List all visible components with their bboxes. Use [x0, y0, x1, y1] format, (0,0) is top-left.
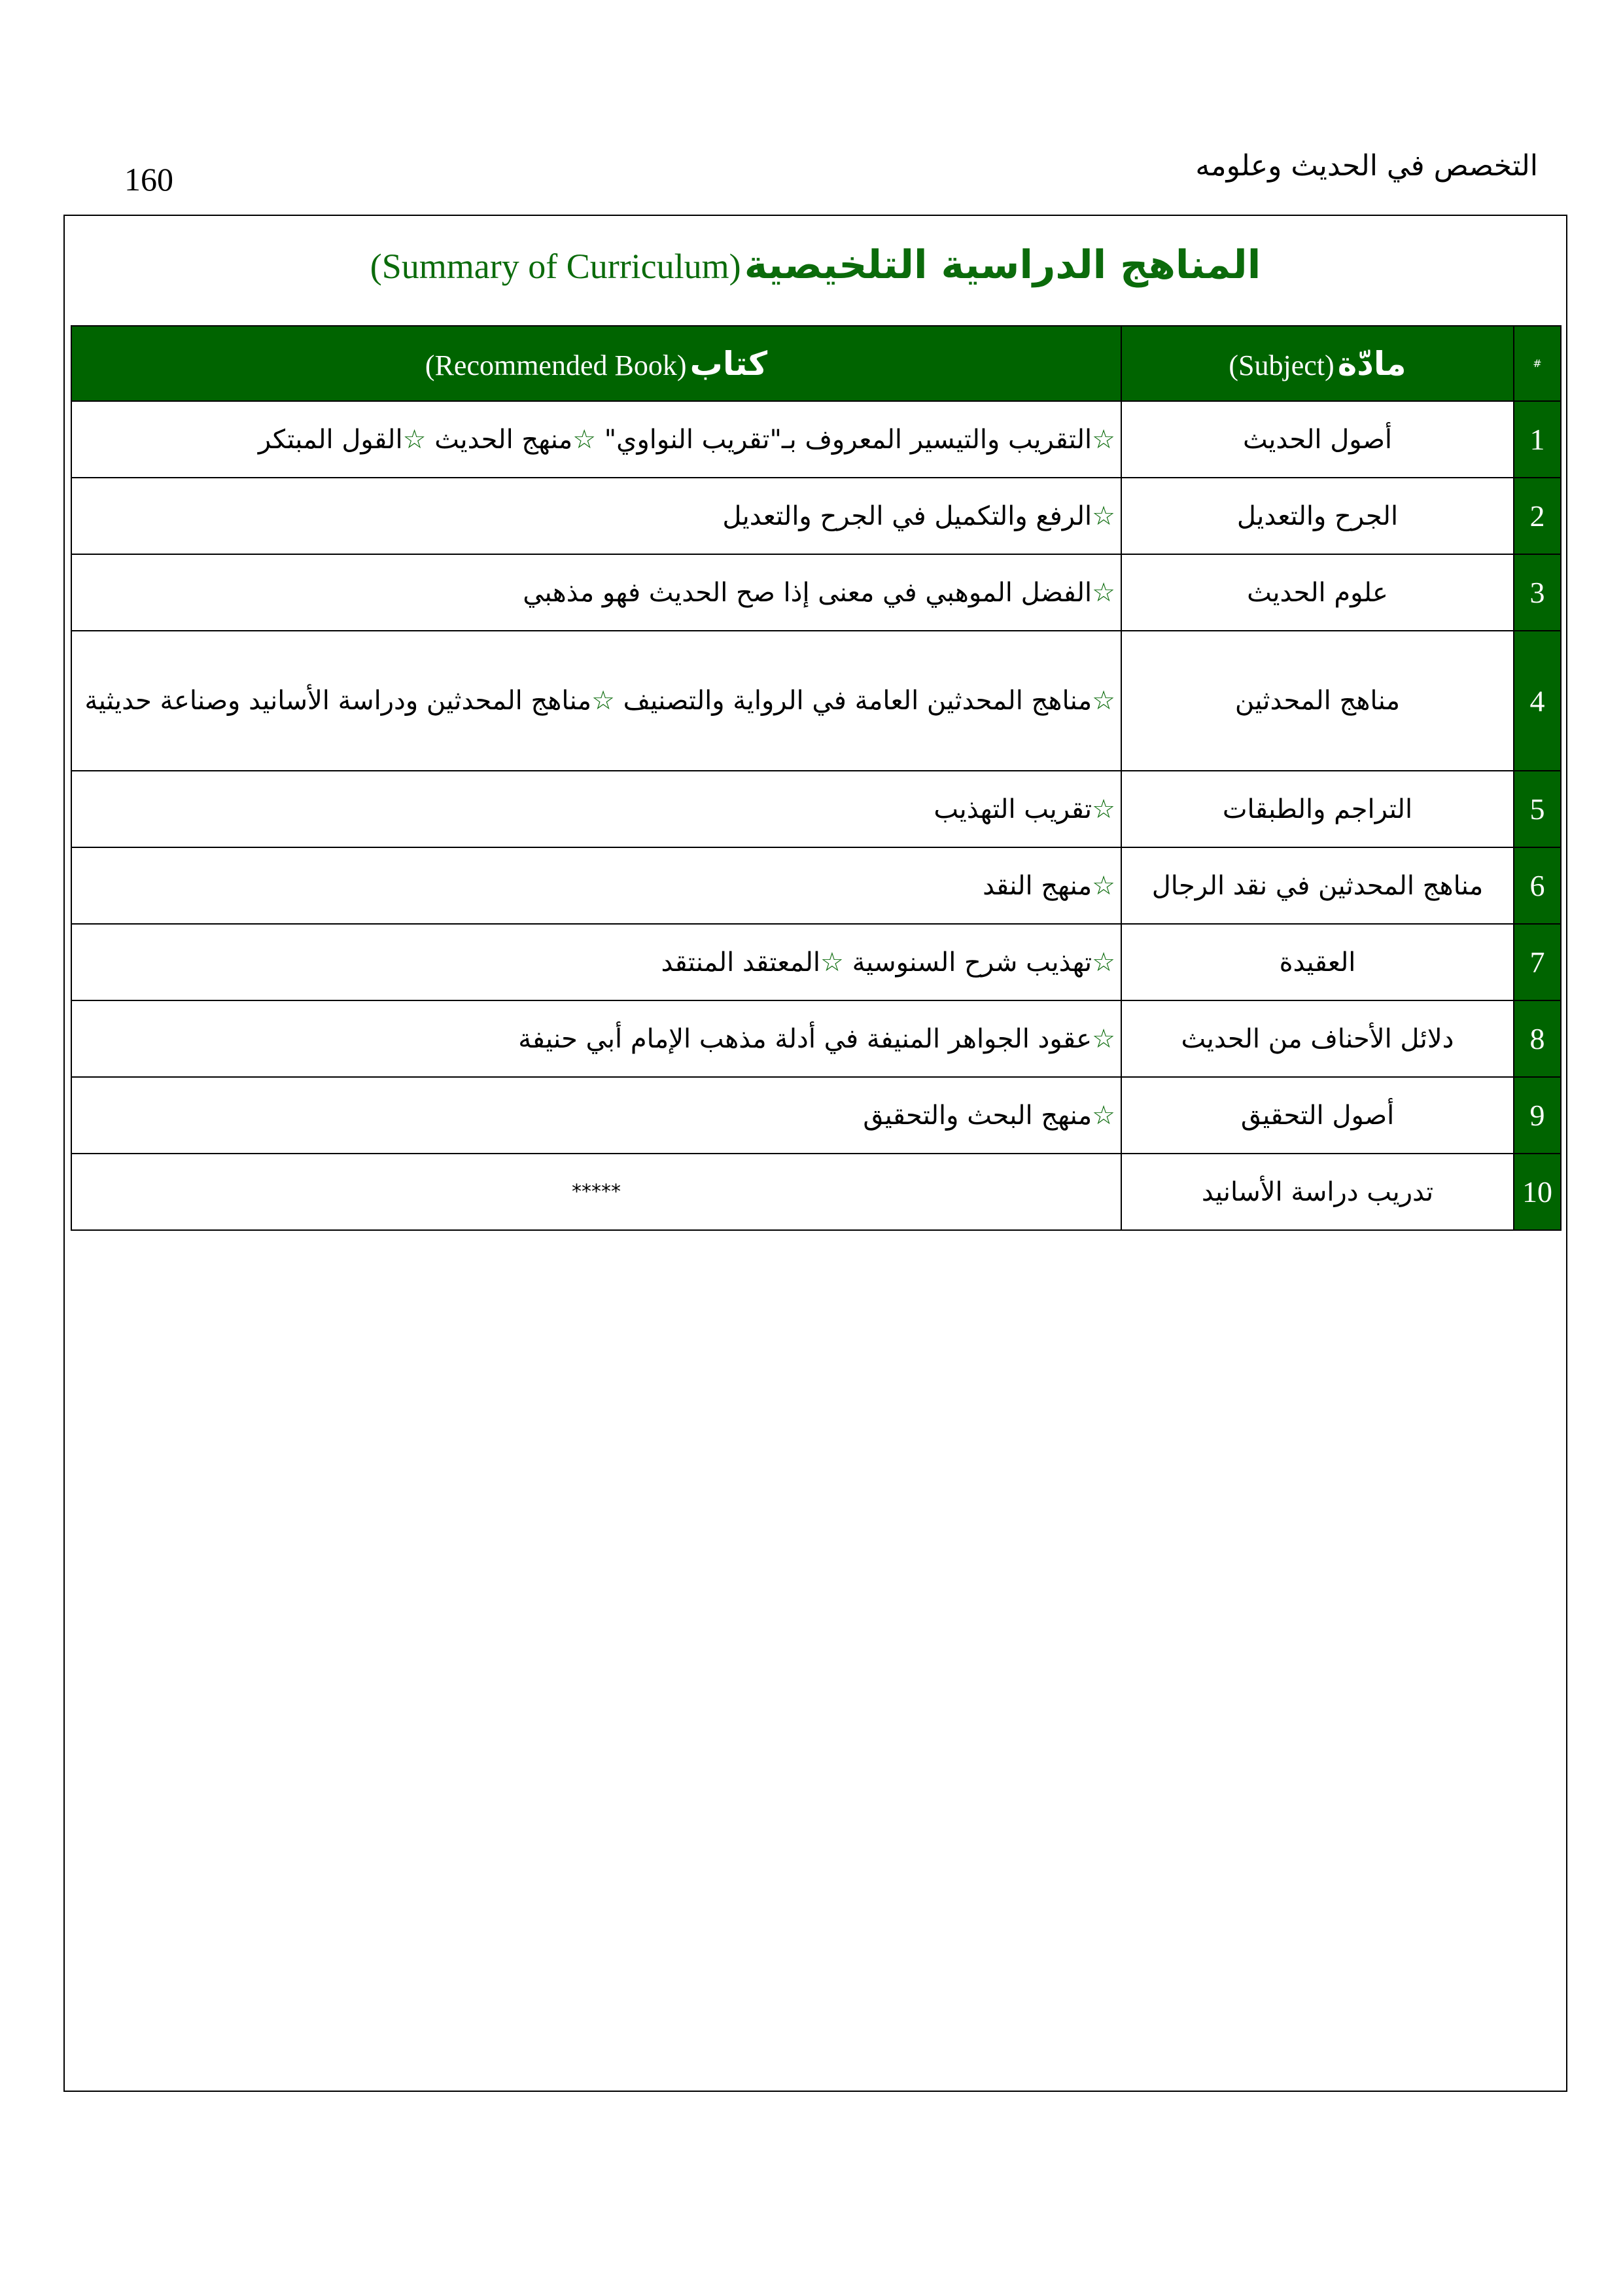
- book-title: عقود الجواهر المنيفة في أدلة مذهب الإمام أبي حنيفة: [518, 1023, 1092, 1054]
- row-books: [71, 1154, 1121, 1230]
- book-title: منهج البحث والتحقيق: [863, 1100, 1092, 1131]
- row-number: 1: [1514, 401, 1561, 478]
- row-subject: أصول الحديث: [1121, 401, 1514, 478]
- row-number: 7: [1514, 924, 1561, 1000]
- header-subject: [1121, 326, 1514, 401]
- row-books: [71, 771, 1121, 847]
- row-books: [71, 631, 1121, 771]
- row-number: 6: [1514, 847, 1561, 924]
- row-books: [71, 1077, 1121, 1154]
- header-subject-en: (Subject): [1229, 349, 1335, 381]
- book-title: المعتقد المنتقد: [661, 947, 820, 978]
- header-book-en: (Recommended Book): [425, 349, 687, 381]
- star-icon: ☆: [572, 424, 597, 455]
- book-title: الرفع والتكميل في الجرح والتعديل: [722, 501, 1092, 531]
- book-title: الفضل الموهبي في معنى إذا صح الحديث فهو مذهبي: [523, 577, 1092, 608]
- row-number: 2: [1514, 478, 1561, 554]
- running-title: التخصص في الحديث وعلومه: [1195, 149, 1538, 183]
- book-title: منهج النقد: [983, 870, 1092, 901]
- row-subject: دلائل الأحناف من الحديث: [1121, 1000, 1514, 1077]
- table-row: [71, 554, 1561, 631]
- star-icon: ☆: [1092, 1023, 1115, 1054]
- table-row: [71, 847, 1561, 924]
- table-row: [71, 631, 1561, 771]
- star-icon: ☆: [1092, 424, 1115, 455]
- row-books: [71, 1000, 1121, 1077]
- row-number: 5: [1514, 771, 1561, 847]
- row-subject: مناهج المحدثين في نقد الرجال: [1121, 847, 1514, 924]
- title-english: (Summary of Curriculum): [370, 247, 741, 286]
- row-books: [71, 478, 1121, 554]
- star-icon: ☆: [1092, 501, 1115, 531]
- row-books: [71, 847, 1121, 924]
- row-subject: مناهج المحدثين: [1121, 631, 1514, 771]
- row-number: 9: [1514, 1077, 1561, 1154]
- table-header-row: [71, 326, 1561, 401]
- row-subject: أصول التحقيق: [1121, 1077, 1514, 1154]
- table-row: [71, 1154, 1561, 1230]
- star-icon: ☆: [1092, 870, 1115, 901]
- row-number: 3: [1514, 554, 1561, 631]
- row-number: 4: [1514, 631, 1561, 771]
- book-title: منهج الحديث: [434, 424, 573, 455]
- star-icon: ☆: [1092, 794, 1115, 824]
- star-icon: ☆: [402, 424, 427, 455]
- page-title: [65, 242, 1566, 288]
- header-book-ar: كتاب: [689, 344, 768, 383]
- row-subject: تدريب دراسة الأسانيد: [1121, 1154, 1514, 1230]
- star-icon: ☆: [1092, 577, 1115, 608]
- star-icon: ☆: [1092, 1100, 1115, 1131]
- row-number: 8: [1514, 1000, 1561, 1077]
- row-subject: علوم الحديث: [1121, 554, 1514, 631]
- star-icon: ☆: [591, 686, 615, 716]
- header-subject-ar: مادّة: [1337, 344, 1406, 383]
- book-title: تقريب التهذيب: [934, 794, 1092, 824]
- star-icon: ☆: [1092, 947, 1115, 978]
- table-row: [71, 1000, 1561, 1077]
- row-subject: الجرح والتعديل: [1121, 478, 1514, 554]
- book-title: مناهج المحدثين ودراسة الأسانيد وصناعة حديثية: [84, 686, 592, 716]
- header-book: [71, 326, 1121, 401]
- title-arabic: المناهج الدراسية التلخيصية: [744, 242, 1261, 288]
- row-number: 10: [1514, 1154, 1561, 1230]
- book-title: التقريب والتيسير المعروف بـ"تقريب النواوي": [604, 424, 1092, 455]
- book-title: مناهج المحدثين العامة في الرواية والتصنيف: [623, 686, 1092, 716]
- star-icon: ☆: [820, 947, 844, 978]
- row-subject: العقيدة: [1121, 924, 1514, 1000]
- row-subject: التراجم والطبقات: [1121, 771, 1514, 847]
- row-books: [71, 554, 1121, 631]
- star-icon: ☆: [1092, 686, 1115, 716]
- row-books: [71, 924, 1121, 1000]
- header-number: #: [1514, 326, 1561, 401]
- table-row: [71, 478, 1561, 554]
- page-number: 160: [124, 161, 173, 198]
- table-row: [71, 1077, 1561, 1154]
- book-title: القول المبتكر: [258, 424, 403, 455]
- table-row: [71, 924, 1561, 1000]
- book-placeholder: *****: [572, 1180, 621, 1203]
- table-row: [71, 771, 1561, 847]
- row-books: [71, 401, 1121, 478]
- curriculum-frame: [63, 215, 1567, 2092]
- book-title: تهذيب شرح السنوسية: [852, 947, 1092, 978]
- table-row: [71, 401, 1561, 478]
- curriculum-table: [71, 325, 1562, 1231]
